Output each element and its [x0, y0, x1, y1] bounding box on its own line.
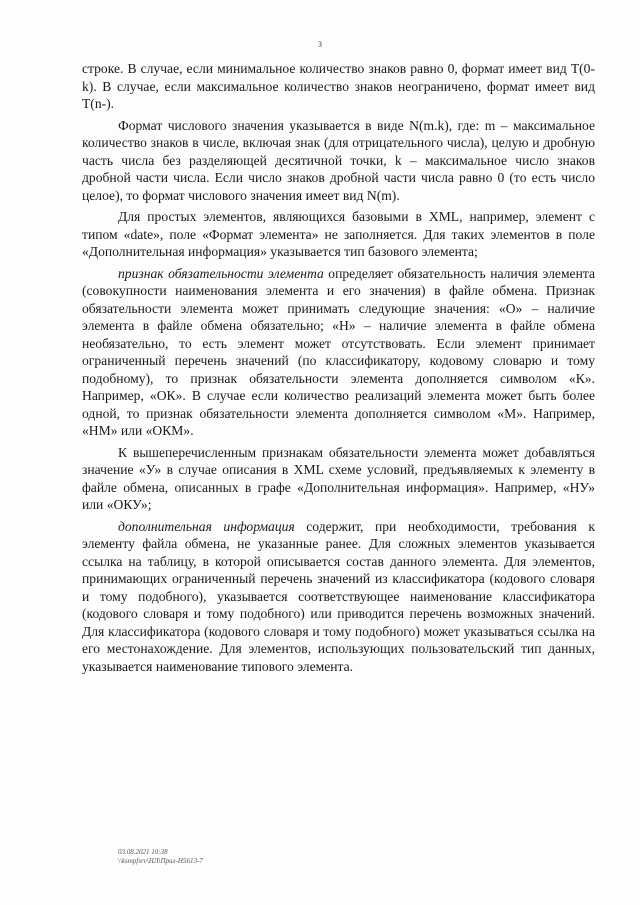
paragraph-text: содержит, при необходимости, требования к элементу файла обмена, не указанные ранее. Для сложных элементов указывается ссылка на таблицу, в которой описывается состав данного элемента. Для элементов, принимающих ограниченный перечень значений из классификатора (кодового словаря и тому подобного), указывается соответствующее наименование классификатора (кодового словаря и тому подобного) или приводится перечень возможных значений. Для классификатора (кодового словаря и тому подобного) может указываться ссылка на его местонахождение. Для элементов, использующих пользовательский тип данных, указывается наименование типового элемента.	[82, 518, 595, 674]
paragraph	[82, 60, 595, 113]
paragraph	[82, 265, 595, 440]
document-footer	[118, 848, 203, 866]
paragraph	[82, 117, 595, 205]
term-italic: признак обязательности элемента	[118, 265, 324, 281]
paragraph	[82, 518, 595, 676]
paragraph-text: Формат числового значения указывается в виде N(m.k), где: m – максимальное количество знаков в числе, включая знак (для отрицательного числа), целую и дробную часть числа без разделяющей десятичной точки, k – максимальное число знаков дробной части числа. Если число знаков дробной части числа равно 0 (то есть число целое), то формат числового значения имеет вид N(m).	[82, 117, 595, 203]
document-body	[82, 60, 595, 675]
paragraph-text: К вышеперечисленным признакам обязательности элемента может добавляться значение «У» в случае описания в XML схеме условий, предъявляемых к элементу в файле обмена, описанных в графе «Дополнительная информация». Например, «НУ» или «ОКУ»;	[82, 444, 595, 512]
paragraph-text: строке. В случае, если минимальное количество знаков равно 0, формат имеет вид T(0-k). В случае, если максимальное количество знаков неограничено, формат имеет вид T(n-).	[82, 61, 595, 111]
paragraph-text: Для простых элементов, являющихся базовыми в XML, например, элемент с типом «date», поле «Формат элемента» не заполняется. Для таких элементов в поле «Дополнительная информация» указывается тип базового элемента;	[82, 209, 595, 259]
paragraph-text: определяет обязательность наличия элемента (совокупности наименования элемента и его значения) в файле обмена. Признак обязательности элемента может принимать следующие значения: «О» – наличие элемента в файле обмена обязательно; «Н» – наличие элемента в файле обмена необязательно, то есть элемент может отсутствовать. Если элемент принимает ограниченный перечень значений (по классификатору, кодовому словарю и тому подобному), то признак обязательности элемента дополняется символом «К». Например, «ОК». В случае если количество реализаций элемента может быть более одной, то признак обязательности элемента дополняется символом «М». Например, «НМ» или «ОКМ».	[82, 265, 595, 438]
paragraph	[82, 208, 595, 261]
term-italic: дополнительная информация	[118, 518, 295, 534]
page-number: 3	[318, 40, 322, 49]
footer-file-path: \\ksmpfsrv\НЛ\Прил-Н5613-7	[118, 857, 203, 865]
footer-timestamp: 03.08.2021 10:38	[118, 848, 168, 856]
paragraph	[82, 444, 595, 514]
